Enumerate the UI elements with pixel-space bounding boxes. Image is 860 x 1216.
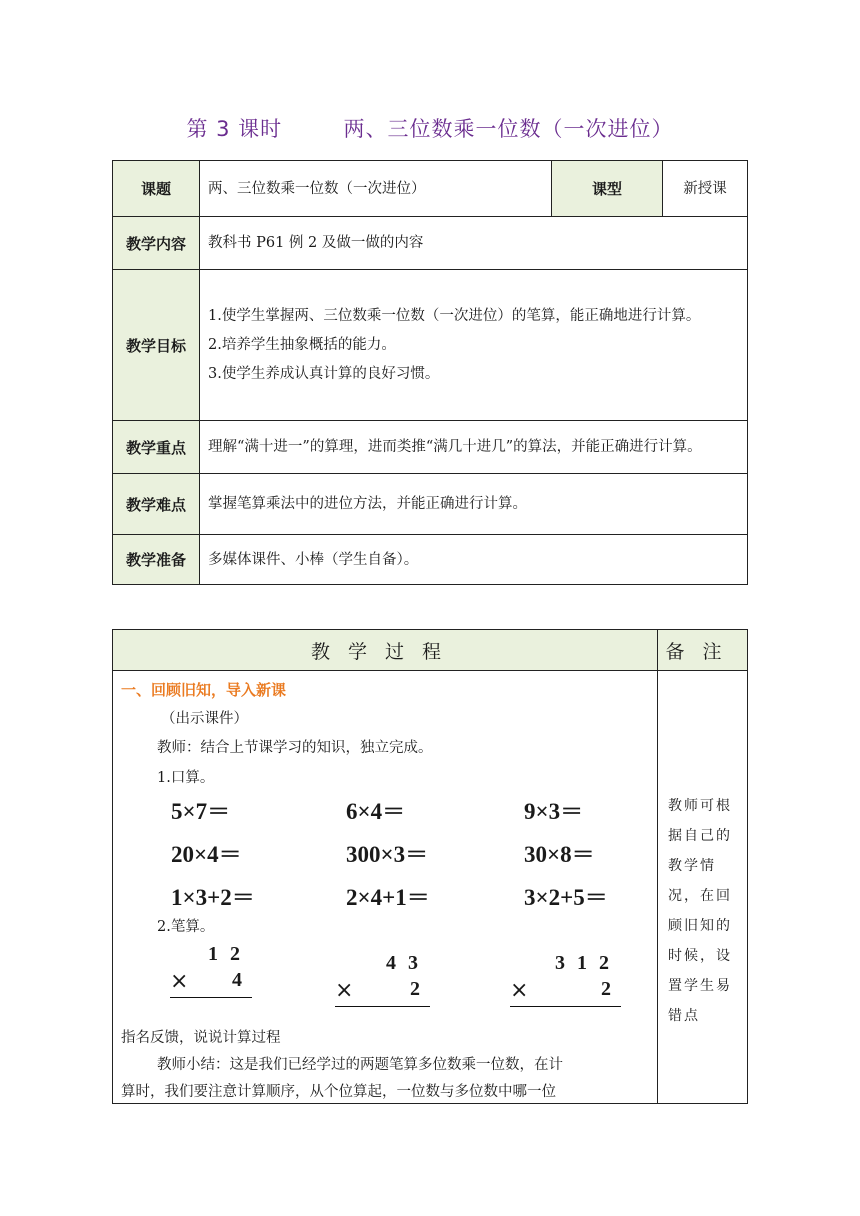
difficulty-label: 教学难点	[113, 474, 200, 535]
goals-label: 教学目标	[113, 270, 200, 421]
oral-title: 1.口算。	[157, 770, 215, 786]
oral-item: 300×3＝	[346, 842, 429, 867]
goals-list	[200, 270, 748, 421]
oral-item: 3×2+5＝	[524, 885, 608, 910]
written-problem-1	[170, 943, 252, 998]
process-header: 教学过程	[113, 630, 658, 671]
teaching-process-table	[112, 629, 748, 1104]
note-text: 教师可根据自己的教学情况，在回顾旧知的时候，设置学生易错点	[658, 671, 748, 1104]
prep-label: 教学准备	[113, 535, 200, 585]
process-body	[113, 671, 658, 1104]
multiplicand: 312	[555, 952, 621, 974]
oral-item: 5×7＝	[171, 799, 231, 824]
summary-line-2: 算时，我们要注意计算顺序，从个位算起，一位数与多位数中哪一位	[121, 1084, 556, 1100]
multiplier: 2	[601, 978, 611, 1000]
type-label: 课型	[552, 161, 663, 217]
type-value: 新授课	[663, 161, 748, 217]
topic-label: 课题	[113, 161, 200, 217]
key-value: 理解“满十进一”的算理，进而类推“满几十进几”的算法，并能正确进行计算。	[200, 421, 748, 474]
multiplier: 4	[232, 969, 242, 991]
prep-value: 多媒体课件、小棒（学生自备）。	[200, 535, 748, 585]
teacher-instruction: 教师：结合上节课学习的知识，独立完成。	[157, 740, 433, 756]
written-title: 2.笔算。	[157, 919, 215, 935]
oral-item: 20×4＝	[171, 842, 242, 867]
written-problem-2	[335, 952, 430, 1007]
goal-item: 3.使学生养成认真计算的良好习惯。	[208, 365, 440, 382]
oral-item: 1×3+2＝	[171, 885, 255, 910]
content-label: 教学内容	[113, 217, 200, 270]
note-header: 备注	[658, 630, 748, 671]
difficulty-value: 掌握笔算乘法中的进位方法，并能正确进行计算。	[200, 474, 748, 535]
feedback-text: 指名反馈，说说计算过程	[121, 1030, 281, 1046]
show-courseware: （出示课件）	[161, 711, 248, 727]
page-title: 第 3 课时 两、三位数乘一位数（一次进位）	[186, 117, 674, 141]
multiplier: 2	[410, 978, 420, 1000]
times-sign: ×	[170, 969, 189, 994]
oral-item: 2×4+1＝	[346, 885, 430, 910]
oral-item: 30×8＝	[524, 842, 595, 867]
section-heading: 一、回顾旧知，导入新课	[121, 681, 287, 699]
oral-item: 6×4＝	[346, 799, 406, 824]
multiplicand: 12	[208, 943, 252, 965]
summary-line-1: 教师小结：这是我们已经学过的两题笔算多位数乘一位数，在计	[157, 1057, 563, 1073]
content-value: 教科书 P61 例 2 及做一做的内容	[200, 217, 748, 270]
times-sign: ×	[510, 978, 529, 1003]
times-sign: ×	[335, 978, 354, 1003]
written-problem-3	[510, 952, 621, 1007]
goal-item: 2.培养学生抽象概括的能力。	[208, 336, 396, 353]
oral-item: 9×3＝	[524, 799, 584, 824]
lesson-info-table	[112, 160, 748, 585]
goal-item: 1.使学生掌握两、三位数乘一位数（一次进位）的笔算，能正确地进行计算。	[208, 307, 701, 324]
topic-value: 两、三位数乘一位数（一次进位）	[200, 161, 552, 217]
multiplicand: 43	[386, 952, 430, 974]
key-label: 教学重点	[113, 421, 200, 474]
